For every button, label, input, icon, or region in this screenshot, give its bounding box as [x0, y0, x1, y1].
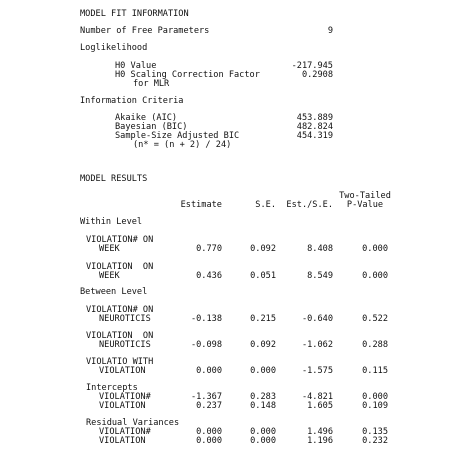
- sabic-value: 454.319: [296, 131, 333, 141]
- scaling-factor-sublabel: for MLR: [133, 79, 170, 89]
- within-row1-var: WEEK: [99, 244, 120, 254]
- residual-row1-se: 0.000: [250, 427, 276, 437]
- within-row1-est-se: 8.408: [307, 244, 333, 254]
- free-params-value: 9: [327, 26, 333, 36]
- intercept-row2-estimate: 0.237: [196, 401, 222, 411]
- between-row3-label: VIOLATIO WITH: [86, 357, 154, 367]
- free-params-label: Number of Free Parameters: [80, 26, 210, 36]
- col-pvalue-header-1: Two-Tailed: [339, 191, 391, 201]
- model-fit-header: MODEL FIT INFORMATION: [80, 9, 189, 19]
- information-criteria-header: Information Criteria: [80, 96, 184, 106]
- within-row1-pvalue: 0.000: [362, 244, 388, 254]
- col-pvalue-header-2: P-Value: [346, 200, 384, 210]
- between-row2-estimate: -0.098: [190, 340, 222, 350]
- residual-row1-estimate: 0.000: [196, 427, 222, 437]
- residual-row2-se: 0.000: [250, 436, 276, 446]
- within-row1-estimate: 0.770: [196, 244, 222, 254]
- aic-value: 453.889: [296, 113, 333, 123]
- intercept-row2-est-se: 1.605: [307, 401, 333, 411]
- residual-variances-header: Residual Variances: [86, 418, 180, 428]
- intercept-row2-var: VIOLATION: [99, 401, 146, 411]
- between-row2-est-se: -1.062: [301, 340, 333, 350]
- sabic-label: Sample-Size Adjusted BIC: [115, 131, 240, 141]
- intercepts-header: Intercepts: [86, 383, 138, 393]
- col-est-se-header: Est./S.E.: [286, 200, 333, 210]
- intercept-row1-var: VIOLATION#: [99, 392, 151, 402]
- between-row3-pvalue: 0.115: [362, 366, 388, 376]
- scaling-factor-value: 0.2908: [301, 70, 333, 80]
- between-row3-var: VIOLATION: [99, 366, 146, 376]
- between-row1-se: 0.215: [250, 314, 276, 324]
- col-estimate-header: Estimate: [180, 200, 222, 210]
- residual-row2-estimate: 0.000: [196, 436, 222, 446]
- intercept-row2-se: 0.148: [250, 401, 276, 411]
- col-se-header: S.E.: [255, 200, 276, 210]
- intercept-row1-est-se: -4.821: [301, 392, 333, 402]
- model-results-header: MODEL RESULTS: [80, 174, 148, 184]
- within-row2-pvalue: 0.000: [362, 271, 388, 281]
- loglikelihood-header: Loglikelihood: [80, 43, 148, 53]
- intercept-row1-se: 0.283: [250, 392, 276, 402]
- within-row1-se: 0.092: [250, 244, 276, 254]
- residual-row2-pvalue: 0.232: [362, 436, 388, 446]
- bic-label: Bayesian (BIC): [115, 122, 188, 132]
- sabic-sublabel: (n* = (n + 2) / 24): [133, 140, 232, 150]
- between-row1-label: VIOLATION# ON: [86, 305, 154, 315]
- within-row2-se: 0.051: [250, 271, 276, 281]
- between-row1-est-se: -0.640: [301, 314, 333, 324]
- within-level-header: Within Level: [80, 217, 143, 227]
- between-row1-pvalue: 0.522: [362, 314, 388, 324]
- h0-value: -217.945: [291, 61, 333, 71]
- between-row2-label: VIOLATION ON: [86, 331, 154, 341]
- between-row3-est-se: -1.575: [301, 366, 333, 376]
- residual-row1-pvalue: 0.135: [362, 427, 388, 437]
- bic-value: 482.824: [296, 122, 333, 132]
- residual-row1-est-se: 1.496: [307, 427, 333, 437]
- between-row1-estimate: -0.138: [190, 314, 222, 324]
- intercept-row1-pvalue: 0.000: [362, 392, 388, 402]
- h0-value-label: H0 Value: [115, 61, 157, 71]
- within-row2-estimate: 0.436: [196, 271, 222, 281]
- scaling-factor-label: H0 Scaling Correction Factor: [115, 70, 260, 80]
- residual-row2-est-se: 1.196: [307, 436, 333, 446]
- within-row2-est-se: 8.549: [307, 271, 333, 281]
- between-row3-se: 0.000: [250, 366, 276, 376]
- between-level-header: Between Level: [80, 287, 148, 297]
- between-row2-se: 0.092: [250, 340, 276, 350]
- between-row2-pvalue: 0.288: [362, 340, 388, 350]
- intercept-row2-pvalue: 0.109: [362, 401, 388, 411]
- within-row2-var: WEEK: [99, 271, 120, 281]
- within-row1-label: VIOLATION# ON: [86, 235, 154, 245]
- residual-row1-var: VIOLATION#: [99, 427, 151, 437]
- between-row3-estimate: 0.000: [196, 366, 222, 376]
- between-row2-var: NEUROTICIS: [99, 340, 151, 350]
- intercept-row1-estimate: -1.367: [190, 392, 222, 402]
- aic-label: Akaike (AIC): [115, 113, 178, 123]
- within-row2-label: VIOLATION ON: [86, 262, 154, 272]
- between-row1-var: NEUROTICIS: [99, 314, 151, 324]
- residual-row2-var: VIOLATION: [99, 436, 146, 446]
